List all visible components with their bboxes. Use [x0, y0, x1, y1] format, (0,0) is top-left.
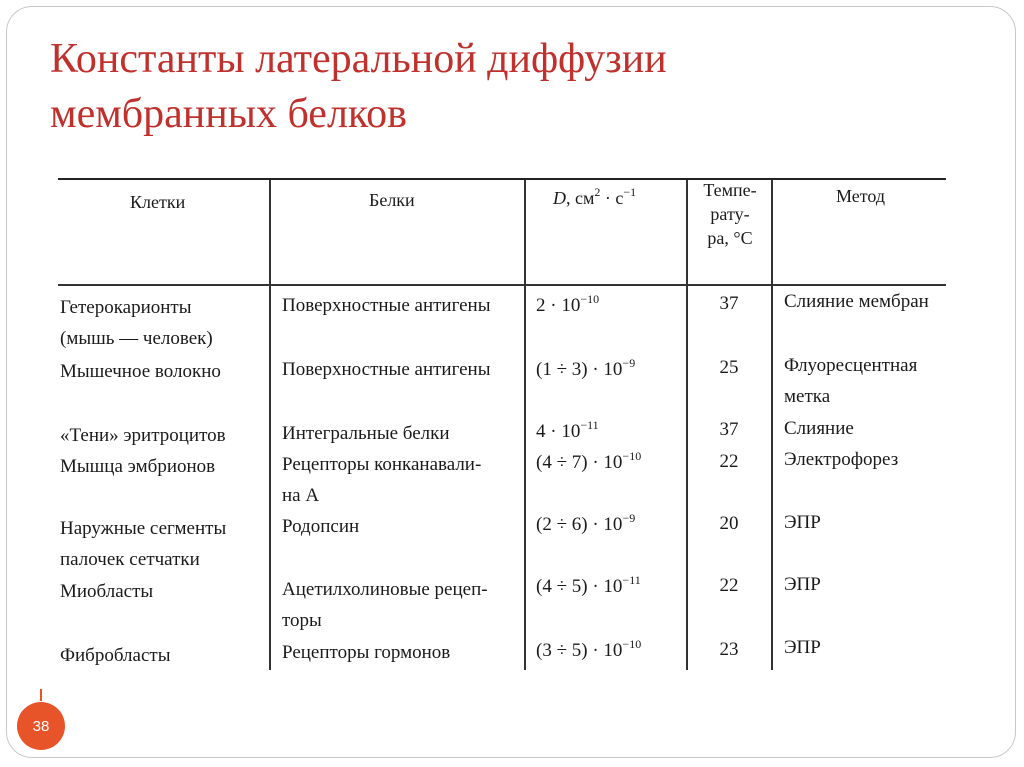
header-method: Метод: [836, 186, 886, 206]
column-divider: [269, 180, 271, 670]
table-row-5-cells: Наружные сегменты палочек сетчатки: [60, 518, 227, 570]
table-row-3-temp: 37: [719, 419, 739, 440]
header-cells: Клетки: [130, 192, 186, 212]
table-row-3-cells: «Тени» эритроцитов: [60, 425, 226, 446]
header-diffusion-constant: D, $см^2 \cdot с^{-1}$: [553, 185, 637, 208]
table-row-4-cells: Мышца эмбрионов: [60, 456, 216, 477]
table-row-7-cells: Фибробласты: [60, 645, 171, 666]
column-divider: [524, 180, 526, 670]
table-row-1-temp: 37: [719, 293, 739, 314]
header-temperature: Темпе- рату- ра, °С: [703, 180, 757, 248]
table-row-4-temp: 22: [719, 451, 739, 472]
table-row-4-proteins: Рецепторы конканавали- на А: [282, 454, 482, 506]
table-row-3-d-value: $4 \cdot 10^{-11}$: [536, 418, 599, 442]
table-row-6-method: ЭПР: [784, 574, 821, 595]
header-proteins: Белки: [369, 190, 415, 210]
table-row-1-cells: Гетерокарионты (мышь — человек): [60, 297, 213, 349]
table-row-7-temp: 23: [719, 639, 739, 660]
table-row-3-proteins: Интегральные белки: [282, 423, 450, 444]
table-row-6-cells: Миобласты: [60, 581, 154, 602]
table-row-4-d-value: $(4 \div 7) \cdot 10^{-10}$: [536, 449, 642, 473]
table-row-1-d-value: $2 \cdot 10^{-10}$: [536, 292, 600, 316]
table-row-5-d-value: $(2 \div 6) \cdot 10^{-9}$: [536, 511, 636, 535]
page-number-badge: 38: [17, 702, 65, 750]
table-row-2-temp: 25: [719, 357, 739, 378]
table-row-1-method: Слияние мембран: [784, 291, 929, 312]
table-row-4-method: Электрофорез: [784, 449, 899, 470]
badge-connector: [40, 689, 42, 701]
table-top-rule: [58, 178, 946, 180]
table-row-5-method: ЭПР: [784, 512, 821, 533]
slide-title: [50, 32, 950, 142]
table-row-6-d-value: $(4 \div 5) \cdot 10^{-11}$: [536, 573, 641, 597]
diffusion-table: [58, 170, 948, 670]
table-row-7-proteins: Рецепторы гормонов: [282, 642, 451, 663]
table-row-2-cells: Мышечное волокно: [60, 361, 221, 382]
table-row-7-d-value: $(3 \div 5) \cdot 10^{-10}$: [536, 637, 642, 661]
table-row-5-temp: 20: [719, 513, 739, 534]
table-row-7-method: ЭПР: [784, 637, 821, 658]
table-row-2-proteins: Поверхностные антигены: [282, 359, 491, 380]
table-row-3-method: Слияние: [784, 418, 854, 439]
table-row-2-d-value: $(1 \div 3) \cdot 10^{-9}$: [536, 356, 636, 380]
table-row-6-proteins: Ацетилхолиновые рецеп- торы: [282, 579, 488, 631]
table-row-2-method: Флуоресцентная метка: [784, 355, 918, 407]
table-row-5-proteins: Родопсин: [282, 516, 360, 537]
table-row-1-proteins: Поверхностные антигены: [282, 295, 491, 316]
title-line-2: мембранных белков: [50, 91, 407, 137]
table-row-6-temp: 22: [719, 575, 739, 596]
title-line-1: Константы латеральной диффузии: [50, 36, 667, 82]
